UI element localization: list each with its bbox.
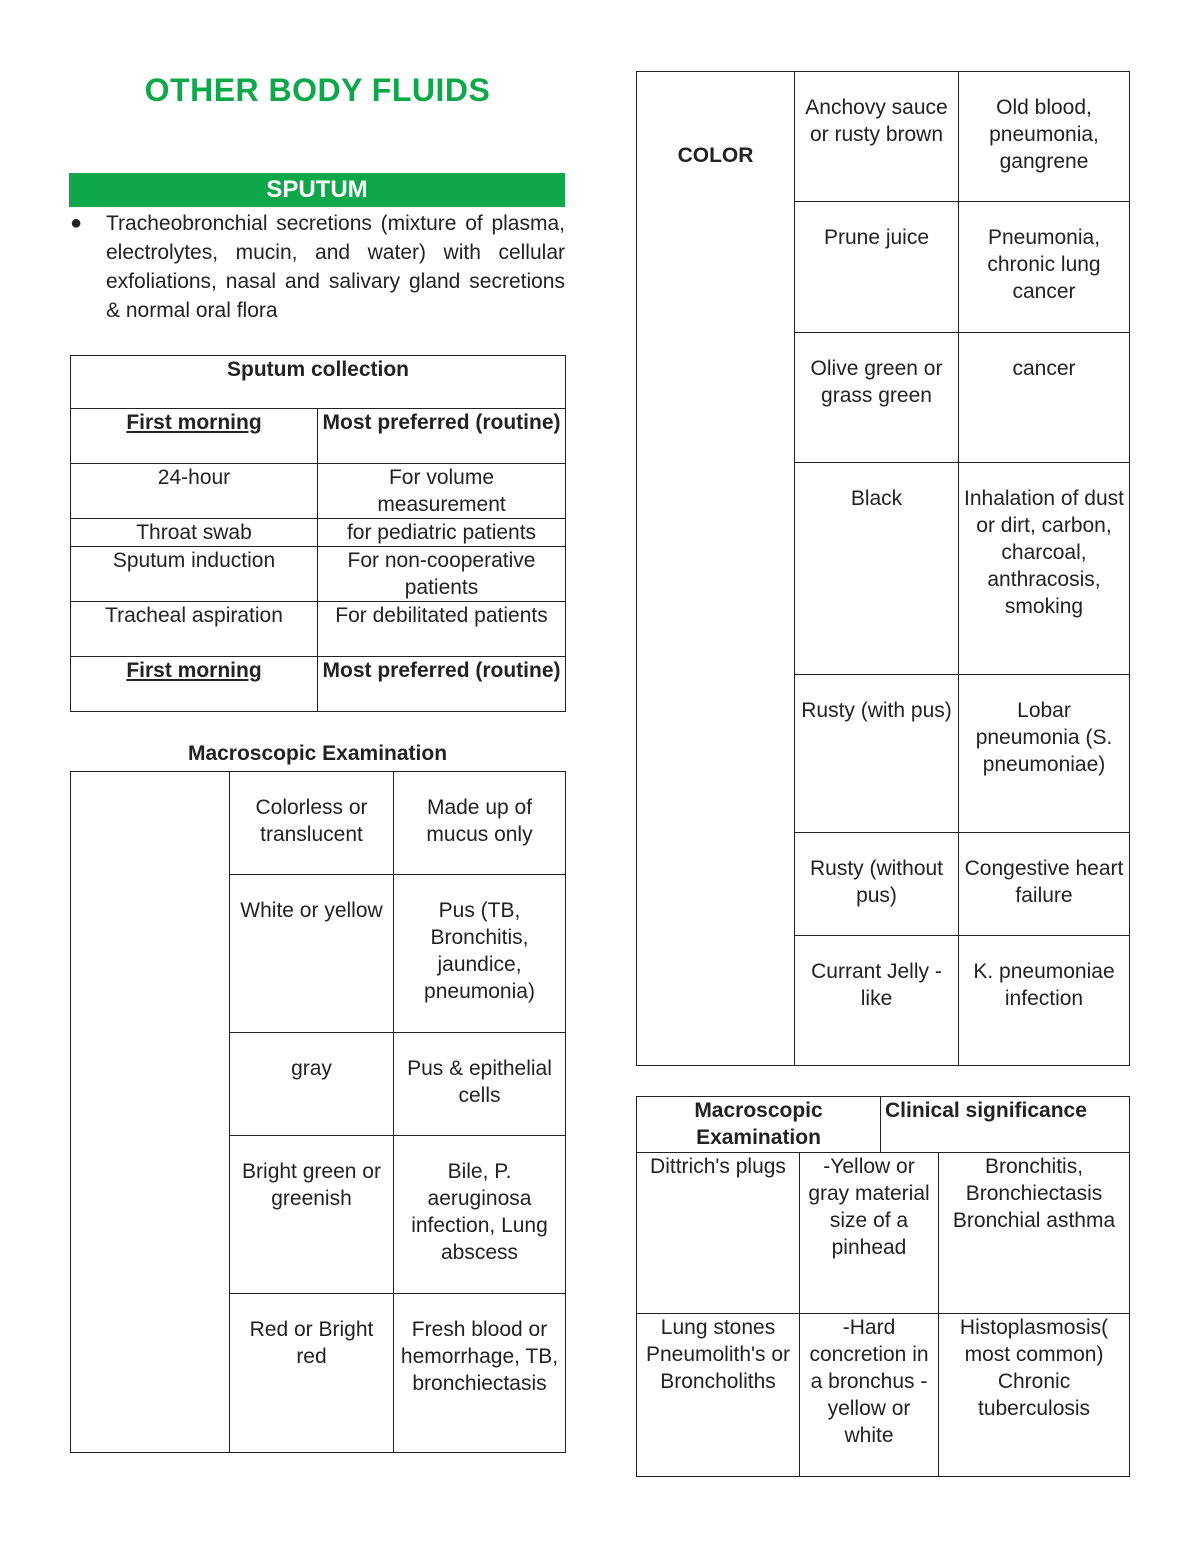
clinical-table	[636, 1096, 1130, 1477]
intro-text: Tracheobronchial secretions (mixture of plasma, electrolytes, mucin, and water) with cellular exfoliations, nasal and salivary gland secretions & normal oral flora	[106, 212, 565, 322]
clinical-header-exam: Macroscopic Examination	[637, 1097, 881, 1153]
clinical-desc: -Yellow or gray material size of a pinhead	[800, 1153, 939, 1314]
intro-bullet	[70, 209, 565, 325]
macro-meaning: Fresh blood or hemorrhage, TB, bronchiectasis	[394, 1294, 566, 1453]
color-appearance: Rusty (without pus)	[795, 833, 959, 936]
color-meaning: K. pneumoniae infection	[959, 936, 1130, 1066]
collection-type: First morning	[71, 657, 318, 712]
color-table	[636, 71, 1130, 1066]
color-meaning: Old blood, pneumonia, gangrene	[959, 72, 1130, 202]
macro-meaning: Pus (TB, Bronchitis, jaundice, pneumonia)	[394, 875, 566, 1033]
collection-use: For volume measurement	[318, 464, 566, 519]
collection-use: Most preferred (routine)	[318, 409, 566, 464]
collection-type: First morning	[71, 409, 318, 464]
macro-appearance: Colorless or translucent	[230, 772, 394, 875]
collection-type: Sputum induction	[71, 547, 318, 602]
color-meaning: Congestive heart failure	[959, 833, 1130, 936]
color-meaning: Inhalation of dust or dirt, carbon, charcoal, anthracosis, smoking	[959, 463, 1130, 675]
color-appearance: Anchovy sauce or rusty brown	[795, 72, 959, 202]
color-meaning: cancer	[959, 333, 1130, 463]
macroscopic-label-cell	[71, 772, 230, 1453]
collection-type: Tracheal aspiration	[71, 602, 318, 657]
macroscopic-table	[70, 771, 566, 1453]
clinical-significance: Bronchitis, Bronchiectasis Bronchial asthma	[939, 1153, 1130, 1314]
macro-appearance: Red or Bright red	[230, 1294, 394, 1453]
color-appearance: Rusty (with pus)	[795, 675, 959, 833]
macro-meaning: Pus & epithelial cells	[394, 1033, 566, 1136]
color-appearance: Prune juice	[795, 202, 959, 333]
section-header-sputum: SPUTUM	[69, 173, 565, 207]
macro-appearance: White or yellow	[230, 875, 394, 1033]
collection-table	[70, 355, 566, 712]
clinical-header-significance: Clinical significance	[881, 1097, 1130, 1153]
collection-type: 24-hour	[71, 464, 318, 519]
color-appearance: Black	[795, 463, 959, 675]
macroscopic-heading: Macroscopic Examination	[187, 742, 448, 765]
color-label: COLOR	[637, 72, 795, 1066]
color-meaning: Lobar pneumonia (S. pneumoniae)	[959, 675, 1130, 833]
collection-use: For debilitated patients	[318, 602, 566, 657]
collection-title: Sputum collection	[71, 356, 566, 409]
collection-use: for pediatric patients	[318, 519, 566, 547]
collection-use: Most preferred (routine)	[318, 657, 566, 712]
macro-appearance: Bright green or greenish	[230, 1136, 394, 1294]
clinical-name: Dittrich's plugs	[637, 1153, 800, 1314]
color-appearance: Currant Jelly -like	[795, 936, 959, 1066]
clinical-name: Lung stones Pneumolith's or Broncholiths	[637, 1314, 800, 1477]
color-appearance: Olive green or grass green	[795, 333, 959, 463]
clinical-desc: -Hard concretion in a bronchus -yellow or white	[800, 1314, 939, 1477]
clinical-significance: Histoplasmosis( most common) Chronic tuberculosis	[939, 1314, 1130, 1477]
macro-appearance: gray	[230, 1033, 394, 1136]
page-title: OTHER BODY FLUIDS	[144, 72, 491, 108]
bullet-icon: ●	[70, 212, 83, 234]
color-meaning: Pneumonia, chronic lung cancer	[959, 202, 1130, 333]
collection-type: Throat swab	[71, 519, 318, 547]
macro-meaning: Bile, P. aeruginosa infection, Lung abscess	[394, 1136, 566, 1294]
collection-use: For non-cooperative patients	[318, 547, 566, 602]
macro-meaning: Made up of mucus only	[394, 772, 566, 875]
